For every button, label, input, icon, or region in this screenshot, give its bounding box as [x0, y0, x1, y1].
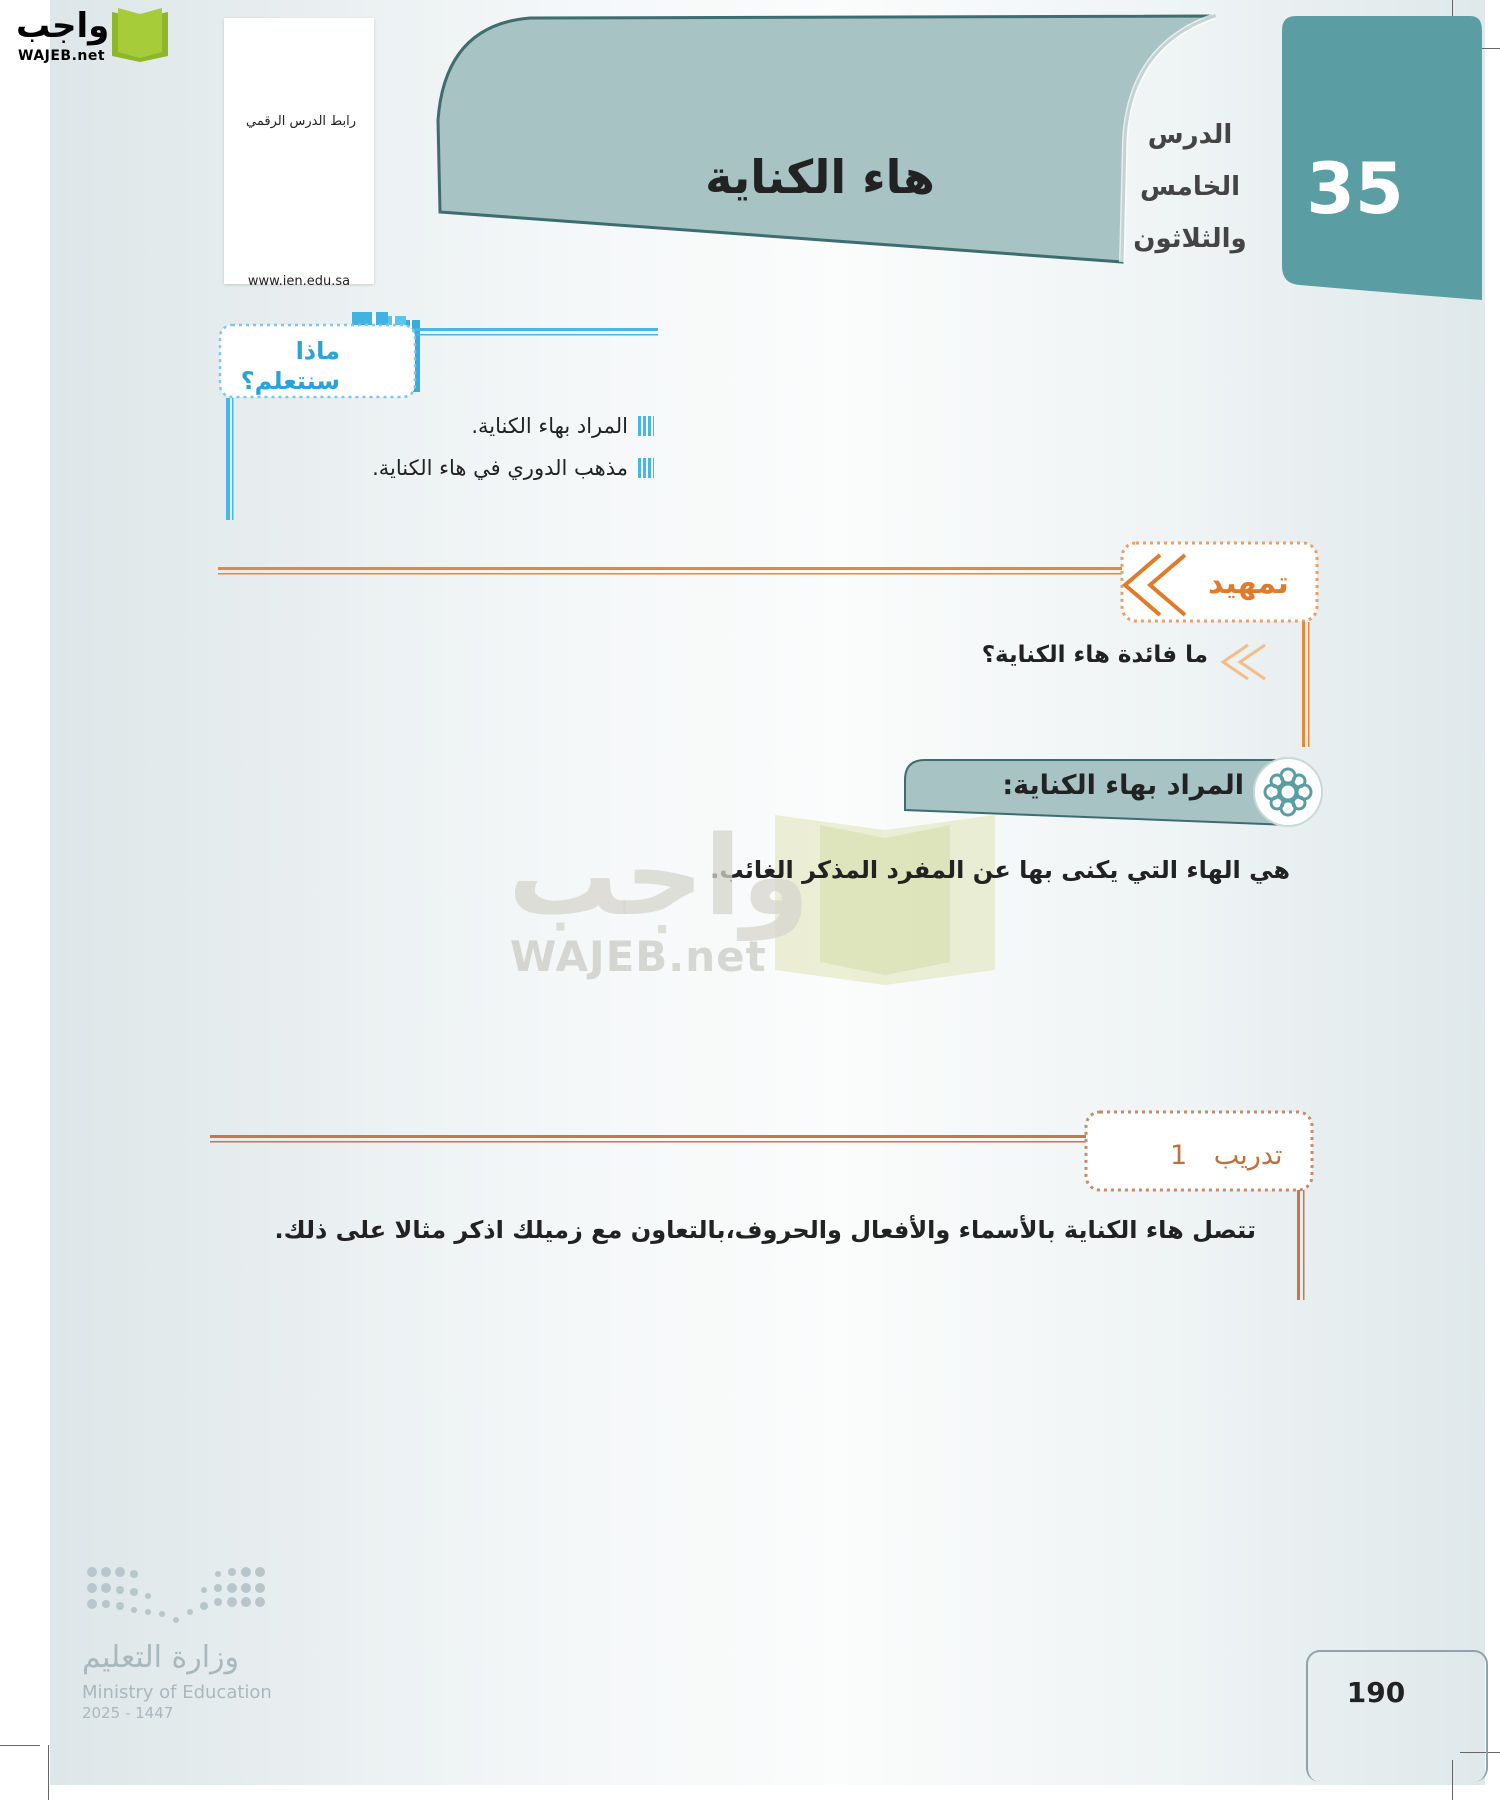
lesson-word-3: والثلاثون — [1133, 224, 1247, 254]
objective-item — [471, 414, 654, 438]
lesson-word-2: الخامس — [1139, 172, 1241, 202]
training-label — [1170, 1140, 1283, 1171]
ministry-english: Ministry of Education — [82, 1682, 272, 1703]
training-text: تتصل هاء الكناية بالأسماء والأفعال والحروف،بالتعاون مع زميلك اذكر مثالا على ذلك. — [274, 1216, 1256, 1244]
chevrons-left-icon — [1223, 645, 1265, 679]
ministry-arabic: وزارة التعليم — [82, 1640, 240, 1675]
objectives-title-line2: سنتعلم؟ — [240, 367, 340, 395]
training-label-text: تدريب — [1213, 1140, 1283, 1171]
wajeb-logo[interactable] — [8, 6, 188, 66]
bullet-icon — [638, 458, 654, 478]
objectives-title — [220, 336, 340, 396]
logo-arabic-text: واجب — [16, 6, 110, 46]
lesson-title: هاء الكناية — [705, 150, 935, 204]
tamheed-question: ما فائدة هاء الكناية؟ — [981, 642, 1208, 668]
ministry-logo-icon — [87, 1567, 265, 1623]
watermark-arabic: واجب — [508, 812, 810, 940]
lesson-number: 35 — [1306, 148, 1404, 230]
objective-text: مذهب الدوري في هاء الكناية. — [372, 456, 628, 480]
objective-item — [372, 456, 654, 480]
training-number: 1 — [1170, 1140, 1188, 1171]
definition-text: هي الهاء التي يكنى بها عن المفرد المذكر الغائب. — [710, 856, 1290, 884]
page-number: 190 — [1346, 1676, 1406, 1709]
section-heading: المراد بهاء الكناية: — [1002, 770, 1244, 801]
objective-text: المراد بهاء الكناية. — [471, 414, 628, 438]
bullet-icon — [638, 416, 654, 436]
ministry-year: 2025 - 1447 — [82, 1704, 174, 1722]
qr-card[interactable] — [224, 18, 374, 289]
title-banner — [438, 16, 1215, 262]
watermark-english: WAJEB.net — [510, 932, 767, 981]
qr-label: رابط الدرس الرقمي — [246, 114, 356, 129]
page-number-box — [1306, 1650, 1488, 1782]
lesson-word-1: الدرس — [1147, 120, 1233, 150]
qr-url[interactable]: www.ien.edu.sa — [247, 274, 351, 289]
objectives-title-line1: ماذا — [295, 337, 340, 365]
logo-english-text: WAJEB.net — [18, 48, 106, 64]
tamheed-label: تمهيد — [1208, 566, 1289, 601]
